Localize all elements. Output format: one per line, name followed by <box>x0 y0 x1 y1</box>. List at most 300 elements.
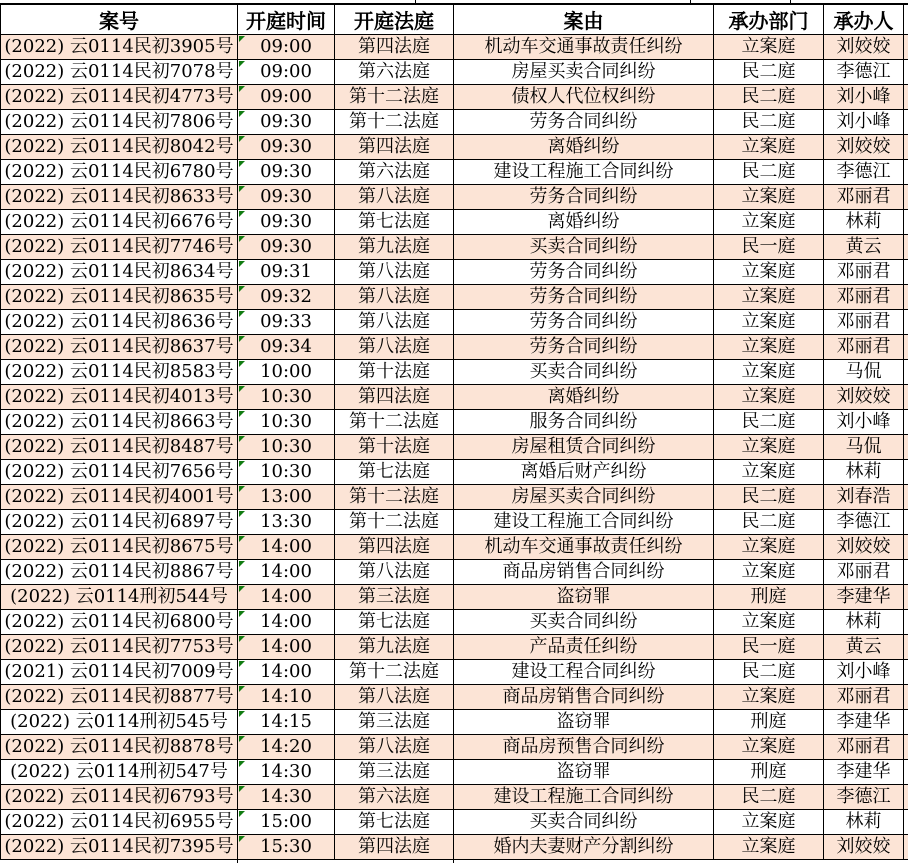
cell-court[interactable] <box>335 510 454 535</box>
court-text: 第八法庭 <box>358 335 430 359</box>
cell-time[interactable] <box>238 735 335 760</box>
error-indicator-icon <box>239 336 245 342</box>
cell-case_no[interactable] <box>1 485 238 510</box>
cell-time[interactable] <box>238 760 335 785</box>
cell-time[interactable] <box>238 360 335 385</box>
cell-court[interactable] <box>335 435 454 460</box>
cell-court[interactable] <box>335 535 454 560</box>
cell-dept[interactable] <box>714 35 824 60</box>
cell-time[interactable] <box>238 835 335 860</box>
cell-time[interactable] <box>238 210 335 235</box>
cause-text: 婚内夫妻财产分割纠纷 <box>494 835 674 859</box>
cell-court[interactable] <box>335 60 454 85</box>
overflow-column-cell <box>904 810 908 835</box>
cell-person[interactable] <box>824 485 904 510</box>
cell-person[interactable] <box>824 785 904 810</box>
cell-person[interactable] <box>824 735 904 760</box>
cell-case_no[interactable] <box>1 510 238 535</box>
cell-court[interactable] <box>335 785 454 810</box>
table-row <box>1 835 908 860</box>
cell-case_no[interactable] <box>1 735 238 760</box>
cell-time[interactable] <box>238 235 335 260</box>
table-row <box>1 710 908 735</box>
overflow-column-cell <box>904 560 908 585</box>
cell-cause[interactable] <box>454 210 714 235</box>
cell-cause[interactable] <box>454 335 714 360</box>
time-text: 15:00 <box>260 810 312 834</box>
time-text: 14:10 <box>260 685 312 709</box>
cell-person[interactable] <box>824 85 904 110</box>
cause-text: 机动车交通事故责任纠纷 <box>485 35 683 59</box>
error-indicator-icon <box>239 661 245 667</box>
cell-cause[interactable] <box>454 835 714 860</box>
cell-person[interactable] <box>824 710 904 735</box>
cell-person[interactable] <box>824 235 904 260</box>
cell-court[interactable] <box>335 735 454 760</box>
cell-court[interactable] <box>335 460 454 485</box>
cell-case_no[interactable] <box>1 335 238 360</box>
cell-court[interactable] <box>335 835 454 860</box>
cell-person[interactable] <box>824 760 904 785</box>
column-header-person[interactable]: 承办人 <box>824 4 904 35</box>
cell-dept[interactable] <box>714 160 824 185</box>
cell-dept[interactable] <box>714 85 824 110</box>
cell-case_no[interactable] <box>1 760 238 785</box>
cell-dept[interactable] <box>714 385 824 410</box>
cell-dept[interactable] <box>714 710 824 735</box>
header-row <box>1 4 908 35</box>
dept-text: 刑庭 <box>751 760 787 784</box>
cell-case_no[interactable] <box>1 235 238 260</box>
cell-dept[interactable] <box>714 135 824 160</box>
cell-case_no[interactable] <box>1 585 238 610</box>
error-indicator-icon <box>239 61 245 67</box>
cell-time[interactable] <box>238 410 335 435</box>
court-text: 第三法庭 <box>358 585 430 609</box>
cell-court[interactable] <box>335 35 454 60</box>
overflow-column-cell <box>904 735 908 760</box>
overflow-column-cell <box>904 385 908 410</box>
cell-time[interactable] <box>238 60 335 85</box>
cell-cause[interactable] <box>454 485 714 510</box>
cell-person[interactable] <box>824 185 904 210</box>
cell-person[interactable] <box>824 60 904 85</box>
court-text: 第九法庭 <box>358 635 430 659</box>
overflow-column-cell <box>904 485 908 510</box>
table-row <box>1 660 908 685</box>
cell-time[interactable] <box>238 460 335 485</box>
court-text: 第十法庭 <box>358 435 430 459</box>
cell-case_no[interactable] <box>1 135 238 160</box>
cell-person[interactable] <box>824 810 904 835</box>
cell-case_no[interactable] <box>1 710 238 735</box>
time-text: 09:30 <box>260 235 312 259</box>
cell-case_no[interactable] <box>1 35 238 60</box>
cell-dept[interactable] <box>714 685 824 710</box>
cause-text: 建设工程合同纠纷 <box>512 660 656 684</box>
cell-case_no[interactable] <box>1 535 238 560</box>
table-row <box>1 185 908 210</box>
cell-dept[interactable] <box>714 510 824 535</box>
table-row <box>1 285 908 310</box>
cell-case_no[interactable] <box>1 60 238 85</box>
error-indicator-icon <box>239 511 245 517</box>
person-text: 邓丽君 <box>837 735 891 759</box>
cell-case_no[interactable] <box>1 260 238 285</box>
cell-person[interactable] <box>824 410 904 435</box>
cell-time[interactable] <box>238 585 335 610</box>
cell-person[interactable] <box>824 560 904 585</box>
cell-case_no[interactable] <box>1 160 238 185</box>
cell-time[interactable] <box>238 485 335 510</box>
cell-case_no[interactable] <box>1 810 238 835</box>
cell-court[interactable] <box>335 410 454 435</box>
cell-cause[interactable] <box>454 360 714 385</box>
cell-court[interactable] <box>335 810 454 835</box>
cell-time[interactable] <box>238 385 335 410</box>
cell-court[interactable] <box>335 585 454 610</box>
cell-court[interactable] <box>335 635 454 660</box>
cell-dept[interactable] <box>714 185 824 210</box>
cell-court[interactable] <box>335 85 454 110</box>
cell-dept[interactable] <box>714 585 824 610</box>
column-header-case-no[interactable]: 案号 <box>1 4 238 35</box>
cell-time[interactable] <box>238 560 335 585</box>
cell-case_no[interactable] <box>1 435 238 460</box>
cell-dept[interactable] <box>714 360 824 385</box>
cell-cause[interactable] <box>454 760 714 785</box>
cell-person[interactable] <box>824 35 904 60</box>
cell-dept[interactable] <box>714 60 824 85</box>
time-text: 14:00 <box>260 610 312 634</box>
cell-court[interactable] <box>335 610 454 635</box>
cell-case_no[interactable] <box>1 310 238 335</box>
dept-text: 立案庭 <box>742 735 796 759</box>
cell-person[interactable] <box>824 360 904 385</box>
cell-cause[interactable] <box>454 135 714 160</box>
cell-case_no[interactable] <box>1 835 238 860</box>
cell-person[interactable] <box>824 510 904 535</box>
cell-person[interactable] <box>824 610 904 635</box>
cell-dept[interactable] <box>714 610 824 635</box>
cell-dept[interactable] <box>714 210 824 235</box>
cell-dept[interactable] <box>714 235 824 260</box>
cell-time[interactable] <box>238 185 335 210</box>
cell-court[interactable] <box>335 285 454 310</box>
court-text: 第四法庭 <box>358 135 430 159</box>
person-text: 刘姣姣 <box>837 35 891 59</box>
court-text: 第三法庭 <box>358 710 430 734</box>
overflow-column-cell <box>904 210 908 235</box>
cell-cause[interactable] <box>454 310 714 335</box>
cell-person[interactable] <box>824 585 904 610</box>
cell-court[interactable] <box>335 660 454 685</box>
cell-cause[interactable] <box>454 460 714 485</box>
cell-dept[interactable] <box>714 310 824 335</box>
court-text: 第四法庭 <box>358 535 430 559</box>
cell-case_no[interactable] <box>1 660 238 685</box>
case_no-text: (2022) 云0114民初6676号 <box>4 210 233 234</box>
cell-person[interactable] <box>824 160 904 185</box>
cell-cause[interactable] <box>454 610 714 635</box>
cell-time[interactable] <box>238 535 335 560</box>
cell-dept[interactable] <box>714 785 824 810</box>
cell-dept[interactable] <box>714 760 824 785</box>
cause-text: 劳务合同纠纷 <box>530 185 638 209</box>
dept-text: 立案庭 <box>742 560 796 584</box>
cell-time[interactable] <box>238 285 335 310</box>
cell-cause[interactable] <box>454 710 714 735</box>
cell-case_no[interactable] <box>1 110 238 135</box>
cell-court[interactable] <box>335 210 454 235</box>
cell-time[interactable] <box>238 660 335 685</box>
time-text: 09:30 <box>260 185 312 209</box>
cell-court[interactable] <box>335 235 454 260</box>
cell-person[interactable] <box>824 260 904 285</box>
dept-text: 立案庭 <box>742 435 796 459</box>
column-header-court[interactable]: 开庭法庭 <box>335 4 454 35</box>
cell-time[interactable] <box>238 685 335 710</box>
cell-court[interactable] <box>335 335 454 360</box>
cell-court[interactable] <box>335 160 454 185</box>
cell-cause[interactable] <box>454 685 714 710</box>
cell-person[interactable] <box>824 310 904 335</box>
cell-case_no[interactable] <box>1 185 238 210</box>
cell-person[interactable] <box>824 685 904 710</box>
cell-court[interactable] <box>335 710 454 735</box>
time-text: 10:30 <box>260 435 312 459</box>
cell-person[interactable] <box>824 335 904 360</box>
case_no-text: (2022) 云0114民初8042号 <box>4 135 233 159</box>
time-text: 09:33 <box>260 310 312 334</box>
cell-time[interactable] <box>238 635 335 660</box>
case_no-text: (2022) 云0114民初4013号 <box>4 385 233 409</box>
cell-court[interactable] <box>335 685 454 710</box>
cell-case_no[interactable] <box>1 285 238 310</box>
cell-time[interactable] <box>238 85 335 110</box>
cell-case_no[interactable] <box>1 460 238 485</box>
cell-dept[interactable] <box>714 560 824 585</box>
overflow-column-cell <box>904 585 908 610</box>
cell-time[interactable] <box>238 35 335 60</box>
table-row <box>1 485 908 510</box>
table-row <box>1 585 908 610</box>
cell-cause[interactable] <box>454 110 714 135</box>
cause-text: 离婚纠纷 <box>548 385 620 409</box>
cell-dept[interactable] <box>714 460 824 485</box>
cell-court[interactable] <box>335 135 454 160</box>
column-header-cause[interactable]: 案由 <box>454 4 714 35</box>
cell-case_no[interactable] <box>1 685 238 710</box>
cell-court[interactable] <box>335 360 454 385</box>
cell-dept[interactable] <box>714 435 824 460</box>
cell-cause[interactable] <box>454 385 714 410</box>
cause-text: 房屋租赁合同纠纷 <box>512 435 656 459</box>
error-indicator-icon <box>239 286 245 292</box>
cell-cause[interactable] <box>454 635 714 660</box>
cell-dept[interactable] <box>714 835 824 860</box>
cell-time[interactable] <box>238 335 335 360</box>
cell-cause[interactable] <box>454 510 714 535</box>
table-row <box>1 560 908 585</box>
cell-cause[interactable] <box>454 35 714 60</box>
cell-case_no[interactable] <box>1 385 238 410</box>
dept-text: 立案庭 <box>742 185 796 209</box>
cell-cause[interactable] <box>454 585 714 610</box>
cell-person[interactable] <box>824 535 904 560</box>
cell-dept[interactable] <box>714 485 824 510</box>
time-text: 09:00 <box>260 35 312 59</box>
overflow-column-cell <box>904 410 908 435</box>
cell-dept[interactable] <box>714 810 824 835</box>
person-text: 刘春浩 <box>837 485 891 509</box>
cause-text: 建设工程施工合同纠纷 <box>494 160 674 184</box>
cell-dept[interactable] <box>714 735 824 760</box>
cell-dept[interactable] <box>714 660 824 685</box>
case_no-text: (2022) 云0114民初4001号 <box>4 485 233 509</box>
time-text: 09:00 <box>260 85 312 109</box>
time-text: 14:15 <box>260 710 312 734</box>
cell-cause[interactable] <box>454 85 714 110</box>
cell-case_no[interactable] <box>1 85 238 110</box>
error-indicator-icon <box>239 311 245 317</box>
error-indicator-icon <box>239 836 245 842</box>
cell-court[interactable] <box>335 185 454 210</box>
cell-court[interactable] <box>335 385 454 410</box>
court-text: 第三法庭 <box>358 760 430 784</box>
cell-dept[interactable] <box>714 285 824 310</box>
time-text: 10:30 <box>260 410 312 434</box>
time-text: 14:00 <box>260 585 312 609</box>
cell-cause[interactable] <box>454 260 714 285</box>
cell-case_no[interactable] <box>1 785 238 810</box>
cell-person[interactable] <box>824 660 904 685</box>
cell-case_no[interactable] <box>1 360 238 385</box>
dept-text: 立案庭 <box>742 810 796 834</box>
cell-time[interactable] <box>238 785 335 810</box>
person-text: 马侃 <box>846 435 882 459</box>
court-text: 第四法庭 <box>358 35 430 59</box>
cell-time[interactable] <box>238 435 335 460</box>
cell-dept[interactable] <box>714 335 824 360</box>
cell-cause[interactable] <box>454 810 714 835</box>
cell-dept[interactable] <box>714 110 824 135</box>
person-text: 刘小峰 <box>837 110 891 134</box>
cause-text: 建设工程施工合同纠纷 <box>494 785 674 809</box>
cell-cause[interactable] <box>454 535 714 560</box>
cell-time[interactable] <box>238 135 335 160</box>
cell-time[interactable] <box>238 110 335 135</box>
cell-dept[interactable] <box>714 260 824 285</box>
cell-cause[interactable] <box>454 435 714 460</box>
cell-time[interactable] <box>238 260 335 285</box>
court-text: 第十二法庭 <box>349 660 439 684</box>
cell-person[interactable] <box>824 835 904 860</box>
cell-court[interactable] <box>335 560 454 585</box>
overflow-column-cell <box>904 135 908 160</box>
overflow-column-cell <box>904 610 908 635</box>
case_no-text: (2022) 云0114民初6955号 <box>4 810 233 834</box>
time-text: 09:30 <box>260 210 312 234</box>
cell-court[interactable] <box>335 485 454 510</box>
cell-cause[interactable] <box>454 160 714 185</box>
cell-case_no[interactable] <box>1 610 238 635</box>
cell-dept[interactable] <box>714 535 824 560</box>
cell-court[interactable] <box>335 110 454 135</box>
dept-text: 民一庭 <box>742 635 796 659</box>
cell-case_no[interactable] <box>1 210 238 235</box>
dept-text: 民二庭 <box>742 160 796 184</box>
case_no-text: (2022) 云0114民初4773号 <box>4 85 233 109</box>
time-text: 14:20 <box>260 735 312 759</box>
cell-case_no[interactable] <box>1 560 238 585</box>
time-text: 13:30 <box>260 510 312 534</box>
cell-person[interactable] <box>824 110 904 135</box>
column-header-time[interactable]: 开庭时间 <box>238 4 335 35</box>
overflow-column-cell <box>904 460 908 485</box>
time-text: 14:00 <box>260 660 312 684</box>
cell-person[interactable] <box>824 385 904 410</box>
cell-time[interactable] <box>238 810 335 835</box>
case_no-text: (2022) 云0114民初8583号 <box>4 360 233 384</box>
cell-person[interactable] <box>824 285 904 310</box>
time-text: 10:00 <box>260 360 312 384</box>
table-row <box>1 235 908 260</box>
cell-court[interactable] <box>335 760 454 785</box>
cell-cause[interactable] <box>454 285 714 310</box>
case_no-text: (2022) 云0114民初6800号 <box>4 610 233 634</box>
cell-cause[interactable] <box>454 410 714 435</box>
cell-cause[interactable] <box>454 660 714 685</box>
cell-person[interactable] <box>824 635 904 660</box>
person-text: 刘小峰 <box>837 410 891 434</box>
cell-cause[interactable] <box>454 60 714 85</box>
cell-time[interactable] <box>238 710 335 735</box>
court-text: 第八法庭 <box>358 560 430 584</box>
cell-person[interactable] <box>824 460 904 485</box>
error-indicator-icon <box>239 236 245 242</box>
cell-court[interactable] <box>335 260 454 285</box>
dept-text: 民二庭 <box>742 85 796 109</box>
cell-time[interactable] <box>238 610 335 635</box>
column-header-dept[interactable]: 承办部门 <box>714 4 824 35</box>
cell-time[interactable] <box>238 310 335 335</box>
cell-time[interactable] <box>238 160 335 185</box>
cell-cause[interactable] <box>454 235 714 260</box>
cell-case_no[interactable] <box>1 635 238 660</box>
case_no-text: (2022) 云0114民初6780号 <box>4 160 233 184</box>
cell-person[interactable] <box>824 135 904 160</box>
cell-dept[interactable] <box>714 635 824 660</box>
cell-person[interactable] <box>824 435 904 460</box>
cell-person[interactable] <box>824 210 904 235</box>
cell-dept[interactable] <box>714 410 824 435</box>
court-text: 第七法庭 <box>358 460 430 484</box>
cause-text: 服务合同纠纷 <box>530 410 638 434</box>
case_no-text: (2022) 云0114民初3905号 <box>4 35 233 59</box>
cell-cause[interactable] <box>454 785 714 810</box>
cell-time[interactable] <box>238 510 335 535</box>
cell-cause[interactable] <box>454 185 714 210</box>
cell-case_no[interactable] <box>1 410 238 435</box>
person-text: 李建华 <box>837 760 891 784</box>
cell-cause[interactable] <box>454 735 714 760</box>
cell-court[interactable] <box>335 310 454 335</box>
cause-text: 买卖合同纠纷 <box>530 810 638 834</box>
dept-text: 立案庭 <box>742 385 796 409</box>
cell-cause[interactable] <box>454 560 714 585</box>
case_no-text: (2022) 云0114民初8633号 <box>4 185 233 209</box>
